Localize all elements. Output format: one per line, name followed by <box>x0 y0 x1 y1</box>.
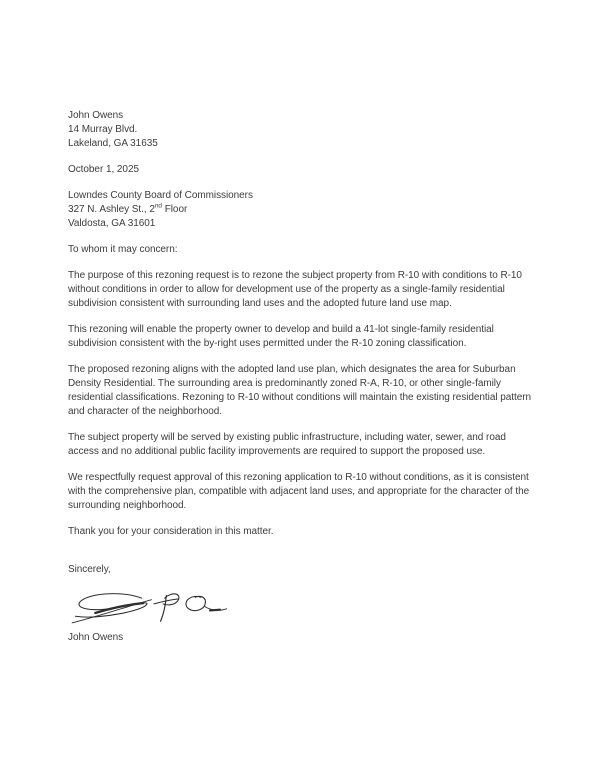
recipient-address-ordinal: nd <box>154 202 162 210</box>
body-paragraph-4: The subject property will be served by existing public infrastructure, including water, sewer, and road access and no additional public facility improvements are required to support the proposed use. <box>68 432 506 457</box>
sender-name: John Owens <box>68 110 124 121</box>
date-line: October 1, 2025 <box>68 164 139 175</box>
recipient-block <box>68 189 538 231</box>
sender-block <box>68 109 538 151</box>
recipient-address-line1 <box>68 203 538 217</box>
body-paragraph-1: The purpose of this rezoning request is to rezone the subject property from R-10 with conditions to R-10 without conditions in order to allow for development use of the property as a single-family residential subdivision consistent with surrounding land uses and the adopted future land use map. <box>68 270 522 309</box>
sender-address-line2: Lakeland, GA 31635 <box>68 138 158 149</box>
valediction: Sincerely, <box>68 564 111 575</box>
recipient-name: Lowndes County Board of Commissioners <box>68 190 253 201</box>
recipient-address-floor: Floor <box>161 204 188 215</box>
sender-address-line1: 14 Murray Blvd. <box>68 124 138 135</box>
recipient-address-line2: Valdosta, GA 31601 <box>68 218 156 229</box>
body-paragraph-5: We respectfully request approval of this rezoning application to R-10 without conditions, as it is consistent with the comprehensive plan, compatible with adjacent land uses, and appropriate for the character of the surrounding neighborhood. <box>68 472 530 511</box>
closing-line: Thank you for your consideration in this matter. <box>68 526 274 537</box>
signature-image <box>54 589 244 627</box>
signature-svg <box>54 589 244 627</box>
letter-content <box>68 109 538 645</box>
signature-name: John Owens <box>68 632 124 643</box>
body-paragraph-2: This rezoning will enable the property owner to develop and build a 41-lot single-family residential subdivision consistent with the by-right uses permitted under the R-10 zoning classification. <box>68 324 494 349</box>
recipient-address-street: 327 N. Ashley St., 2 <box>68 204 155 215</box>
salutation: To whom it may concern: <box>68 244 178 255</box>
body-paragraph-3: The proposed rezoning aligns with the adopted land use plan, which designates the area for Suburban Density Residential. The surrounding area is predominantly zoned R-A, R-10, or other single-family residential classifications. Rezoning to R-10 without conditions will maintain the existing residential pattern and character of the neighborhood. <box>68 364 532 417</box>
